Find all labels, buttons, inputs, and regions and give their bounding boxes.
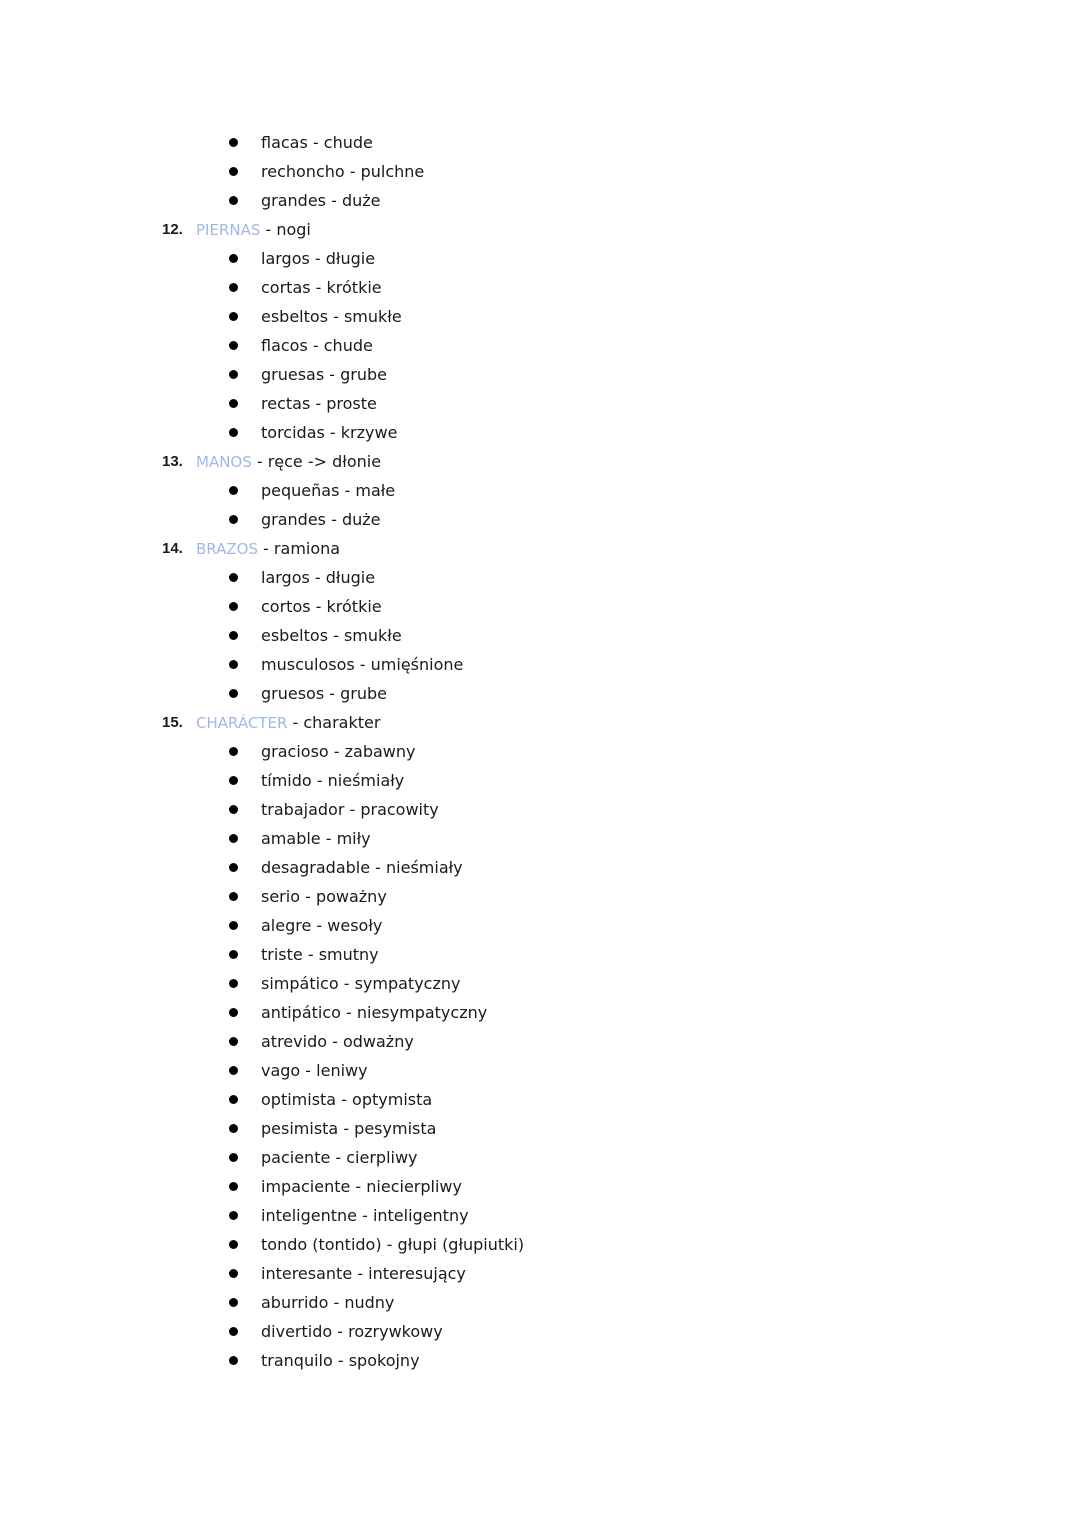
section-meaning: - charakter	[287, 713, 381, 732]
bullet-icon	[229, 892, 238, 901]
list-item	[0, 1288, 1080, 1317]
list-item-text: atrevido - odważny	[261, 1032, 414, 1051]
list-item-text: optimista - optymista	[261, 1090, 433, 1109]
list-item	[0, 273, 1080, 302]
list-item	[0, 1346, 1080, 1375]
list-item	[0, 1230, 1080, 1259]
list-item	[0, 1201, 1080, 1230]
bullet-icon	[229, 834, 238, 843]
list-item-text: gruesas - grube	[261, 365, 388, 384]
list-item	[0, 1114, 1080, 1143]
list-item-text: gruesos - grube	[261, 684, 387, 703]
section-heading-character	[0, 708, 1080, 737]
list-item-text: antipático - niesympatyczny	[261, 1003, 488, 1022]
list-item	[0, 331, 1080, 360]
bullet-icon	[229, 573, 238, 582]
list-item-text: inteligentne - inteligentny	[261, 1206, 469, 1225]
list-item-text: largos - długie	[261, 568, 376, 587]
section-heading-piernas	[0, 215, 1080, 244]
list-item	[0, 737, 1080, 766]
list-item	[0, 476, 1080, 505]
list-item-text: esbeltos - smukłe	[261, 307, 402, 326]
bullet-icon	[229, 950, 238, 959]
list-item-text: paciente - cierpliwy	[261, 1148, 418, 1167]
list-item-text: pequeñas - małe	[261, 481, 396, 500]
list-item	[0, 1085, 1080, 1114]
list-item-text: serio - poważny	[261, 887, 387, 906]
section-list-character	[0, 737, 1080, 1375]
list-item-text: torcidas - krzywe	[261, 423, 398, 442]
list-item	[0, 969, 1080, 998]
bullet-icon	[229, 341, 238, 350]
list-item-text: flacas - chude	[261, 133, 373, 152]
bullet-icon	[229, 979, 238, 988]
bullet-icon	[229, 747, 238, 756]
list-item	[0, 766, 1080, 795]
bullet-icon	[229, 1356, 238, 1365]
list-item-text: tímido - nieśmiały	[261, 771, 405, 790]
list-item-text: simpático - sympatyczny	[261, 974, 461, 993]
list-item	[0, 505, 1080, 534]
list-item-text: desagradable - nieśmiały	[261, 858, 463, 877]
bullet-icon	[229, 283, 238, 292]
list-item	[0, 244, 1080, 273]
list-item	[0, 1172, 1080, 1201]
list-item	[0, 824, 1080, 853]
list-item	[0, 940, 1080, 969]
bullet-icon	[229, 254, 238, 263]
section-heading-line	[196, 215, 311, 245]
bullet-icon	[229, 1269, 238, 1278]
list-item	[0, 186, 1080, 215]
bullet-icon	[229, 776, 238, 785]
bullet-icon	[229, 602, 238, 611]
list-item	[0, 389, 1080, 418]
list-item	[0, 592, 1080, 621]
list-item	[0, 998, 1080, 1027]
bullet-icon	[229, 863, 238, 872]
section-number: 13.	[162, 453, 183, 470]
list-item	[0, 679, 1080, 708]
bullet-icon	[229, 428, 238, 437]
bullet-icon	[229, 631, 238, 640]
list-item-text: trabajador - pracowity	[261, 800, 439, 819]
bullet-icon	[229, 1153, 238, 1162]
list-item-text: triste - smutny	[261, 945, 379, 964]
bullet-icon	[229, 921, 238, 930]
list-item-text: divertido - rozrywkowy	[261, 1322, 443, 1341]
list-item	[0, 128, 1080, 157]
list-item-text: rechoncho - pulchne	[261, 162, 425, 181]
bullet-icon	[229, 196, 238, 205]
list-item-text: interesante - interesujący	[261, 1264, 466, 1283]
section-heading-line	[196, 447, 381, 477]
list-item-text: aburrido - nudny	[261, 1293, 395, 1312]
bullet-icon	[229, 167, 238, 176]
list-item-text: vago - leniwy	[261, 1061, 368, 1080]
list-item	[0, 302, 1080, 331]
bullet-icon	[229, 1298, 238, 1307]
list-item-text: musculosos - umięśnione	[261, 655, 464, 674]
list-item-text: flacos - chude	[261, 336, 373, 355]
bullet-icon	[229, 1066, 238, 1075]
list-item	[0, 795, 1080, 824]
section-heading-brazos	[0, 534, 1080, 563]
bullet-icon	[229, 1211, 238, 1220]
list-item-text: largos - długie	[261, 249, 376, 268]
list-item	[0, 1027, 1080, 1056]
list-item-text: tondo (tontido) - głupi (głupiutki)	[261, 1235, 525, 1254]
list-item-text: gracioso - zabawny	[261, 742, 416, 761]
vocabulary-page	[0, 128, 1080, 1375]
bullet-icon	[229, 689, 238, 698]
list-item-text: tranquilo - spokojny	[261, 1351, 420, 1370]
section-number: 12.	[162, 221, 183, 238]
list-item-text: cortos - krótkie	[261, 597, 382, 616]
bullet-icon	[229, 138, 238, 147]
list-item	[0, 650, 1080, 679]
list-item	[0, 853, 1080, 882]
bullet-icon	[229, 399, 238, 408]
section-list-brazos	[0, 563, 1080, 708]
bullet-icon	[229, 370, 238, 379]
bullet-icon	[229, 1095, 238, 1104]
bullet-icon	[229, 312, 238, 321]
list-item	[0, 418, 1080, 447]
section-number: 14.	[162, 540, 183, 557]
section-meaning: - ręce -> dłonie	[251, 452, 382, 471]
list-item	[0, 1259, 1080, 1288]
bullet-icon	[229, 1327, 238, 1336]
section-heading-manos	[0, 447, 1080, 476]
bullet-icon	[229, 515, 238, 524]
list-item	[0, 360, 1080, 389]
section-title: CHARÁCTER	[196, 714, 288, 732]
list-item	[0, 882, 1080, 911]
section-title: BRAZOS	[196, 540, 258, 558]
bullet-icon	[229, 1240, 238, 1249]
bullet-icon	[229, 486, 238, 495]
bullet-icon	[229, 1037, 238, 1046]
list-item-text: grandes - duże	[261, 191, 381, 210]
intro-list	[0, 128, 1080, 215]
bullet-icon	[229, 1182, 238, 1191]
section-list-piernas	[0, 244, 1080, 447]
bullet-icon	[229, 805, 238, 814]
section-list-manos	[0, 476, 1080, 534]
bullet-icon	[229, 660, 238, 669]
list-item-text: impaciente - niecierpliwy	[261, 1177, 462, 1196]
list-item-text: amable - miły	[261, 829, 371, 848]
section-title: MANOS	[196, 453, 252, 471]
list-item-text: pesimista - pesymista	[261, 1119, 437, 1138]
bullet-icon	[229, 1008, 238, 1017]
section-meaning: - ramiona	[257, 539, 341, 558]
section-heading-line	[196, 708, 380, 738]
list-item	[0, 1317, 1080, 1346]
list-item	[0, 621, 1080, 650]
list-item-text: grandes - duże	[261, 510, 381, 529]
bullet-icon	[229, 1124, 238, 1133]
list-item	[0, 1056, 1080, 1085]
list-item-text: esbeltos - smukłe	[261, 626, 402, 645]
list-item-text: cortas - krótkie	[261, 278, 382, 297]
list-item-text: alegre - wesoły	[261, 916, 383, 935]
list-item	[0, 1143, 1080, 1172]
list-item	[0, 157, 1080, 186]
list-item	[0, 911, 1080, 940]
list-item-text: rectas - proste	[261, 394, 377, 413]
list-item	[0, 563, 1080, 592]
section-heading-line	[196, 534, 340, 564]
section-number: 15.	[162, 714, 183, 731]
section-meaning: - nogi	[260, 220, 311, 239]
section-title: PIERNAS	[196, 221, 261, 239]
